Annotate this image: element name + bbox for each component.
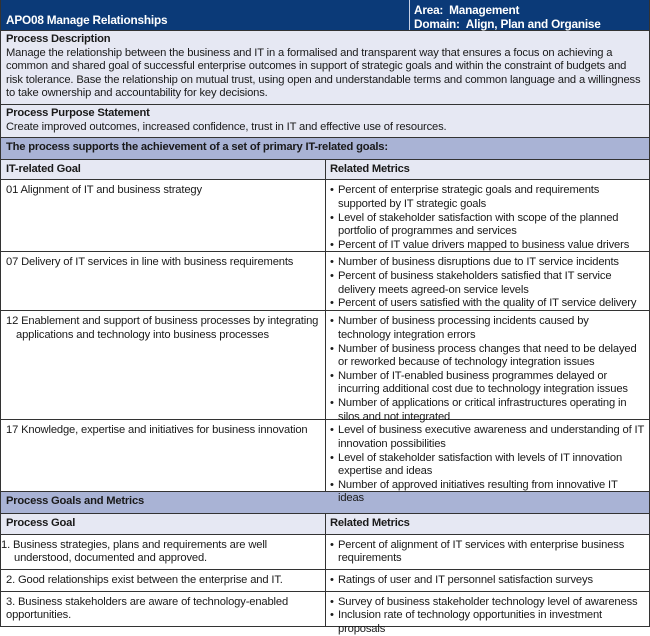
process-goals-table-header	[1, 514, 649, 535]
domain-label: Domain:	[414, 17, 460, 31]
process-goal-cell: 3. Business stakeholders are aware of technology-enabled opportunities.	[1, 592, 326, 626]
table-row	[1, 592, 649, 635]
metric-item: • Number of applications or critical infrastructures operating in silos and not integrated	[330, 397, 644, 424]
process-purpose	[1, 105, 649, 138]
metric-item: • Number of approved initiatives resulting from innovative IT ideas	[330, 479, 644, 506]
process-description	[1, 31, 649, 105]
metrics-cell	[326, 252, 649, 310]
table-row	[1, 311, 649, 423]
metrics-cell	[326, 535, 649, 569]
metrics-cell	[326, 570, 649, 591]
area-label: Area:	[414, 3, 444, 17]
metric-item: • Inclusion rate of technology opportunities in investment proposals	[330, 609, 644, 636]
metric-item: • Percent of business stakeholders satisfied that IT service delivery meets agreed-on service levels	[330, 270, 644, 297]
metrics-cell	[326, 592, 649, 635]
metric-item: • Level of stakeholder satisfaction with levels of IT innovation expertise and ideas	[330, 452, 644, 479]
metrics-cell	[326, 311, 649, 423]
area-line	[414, 3, 644, 17]
metric-item: • Ratings of user and IT personnel satisfaction surveys	[330, 574, 644, 588]
area-value: Management	[449, 3, 520, 17]
metric-item: • Level of stakeholder satisfaction with scope of the planned portfolio of programmes and services	[330, 212, 644, 239]
process-meta	[410, 0, 649, 30]
metric-item: • Number of IT-enabled business programmes delayed or incurring additional cost due to technology integration issues	[330, 370, 644, 397]
metrics-cell	[326, 180, 649, 251]
column-header-related-metrics: Related Metrics	[330, 516, 410, 529]
column-header-process-goal: Process Goal	[1, 514, 326, 534]
metric-item: • Level of business executive awareness and understanding of IT innovation possibilities	[330, 424, 644, 451]
process-purpose-label: Process Purpose Statement	[6, 106, 150, 119]
table-row	[1, 535, 649, 570]
table-row	[1, 570, 649, 592]
metric-item: • Percent of enterprise strategic goals and requirements supported by IT strategic goals	[330, 184, 644, 211]
metric-item: • Number of business processing incidents caused by technology integration errors	[330, 315, 644, 342]
it-goals-table-header	[1, 160, 649, 181]
process-goal-cell: 1. Business strategies, plans and requirements are well understood, documented and approved.	[1, 535, 326, 569]
it-goal-cell: 17 Knowledge, expertise and initiatives for business innovation	[1, 420, 326, 491]
table-row	[1, 180, 649, 252]
it-goal-cell: 01 Alignment of IT and business strategy	[1, 180, 326, 251]
process-title: APO08 Manage Relationships	[1, 0, 410, 30]
process-goals-section-title: Process Goals and Metrics	[1, 492, 649, 514]
metric-item: • Number of business disruptions due to IT service incidents	[330, 256, 644, 270]
metrics-cell	[326, 420, 649, 505]
process-description-label: Process Description	[6, 33, 111, 45]
process-description-text: Manage the relationship between the business and IT in a formalised and transparent way that ensures a focus on achieving a common and shared goal of successful enterprise outcomes in support of strategic goals and within the constraint of budgets and risk tolerance. Base the relationship on mutual trust, using open and understandable terms and common language and a willingness to take ownership and accountability for key decisions.	[6, 46, 641, 100]
table-row	[1, 252, 649, 311]
metric-item: • Number of business process changes that need to be delayed or reworked because of technology integration issues	[330, 343, 644, 370]
domain-value: Align, Plan and Organise	[465, 17, 601, 31]
it-goal-cell: 07 Delivery of IT services in line with business requirements	[1, 252, 326, 310]
metric-item: • Percent of users satisfied with the quality of IT service delivery	[330, 297, 644, 311]
column-header-related-metrics: Related Metrics	[330, 162, 410, 175]
metric-item: • Percent of alignment of IT services with enterprise business requirements	[330, 539, 644, 566]
process-goal-cell: 2. Good relationships exist between the enterprise and IT.	[1, 570, 326, 591]
it-goal-cell: 12 Enablement and support of business processes by integrating applications and technology into business processes	[1, 311, 326, 419]
process-header	[1, 0, 649, 31]
column-header-it-goal: IT-related Goal	[1, 160, 326, 180]
metric-item: • Percent of IT value drivers mapped to business value drivers	[330, 239, 644, 253]
metric-item: • Survey of business stakeholder technology level of awareness	[330, 596, 644, 610]
it-goals-section-title: The process supports the achievement of a set of primary IT-related goals:	[1, 138, 649, 160]
domain-line	[414, 17, 644, 31]
process-purpose-text: Create improved outcomes, increased confidence, trust in IT and effective use of resources.	[6, 120, 447, 133]
